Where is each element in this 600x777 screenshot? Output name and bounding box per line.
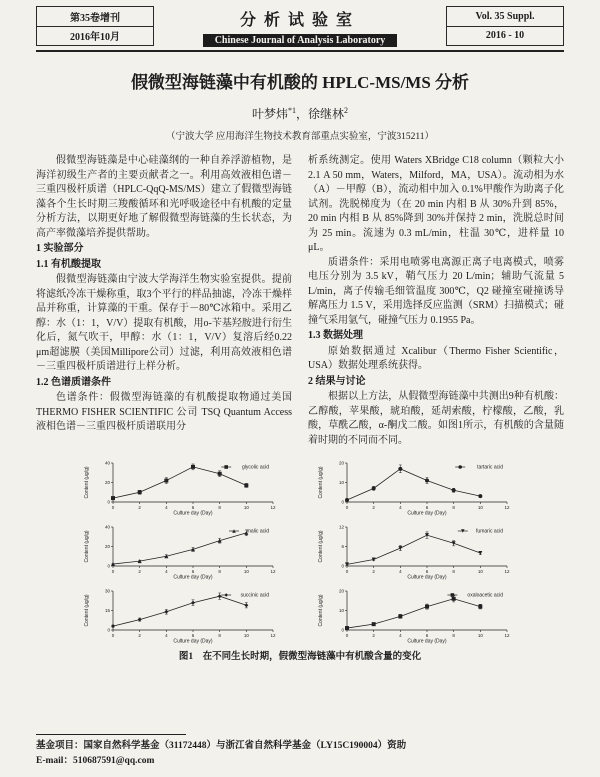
svg-text:4: 4 bbox=[399, 633, 402, 638]
svg-text:8: 8 bbox=[452, 569, 455, 574]
svg-text:Culture day (Day): Culture day (Day) bbox=[173, 638, 213, 644]
svg-text:4: 4 bbox=[399, 505, 402, 510]
svg-text:0: 0 bbox=[111, 633, 115, 638]
svg-text:20: 20 bbox=[104, 544, 110, 550]
svg-text:0: 0 bbox=[345, 633, 349, 638]
chart-panel-fumaric bbox=[317, 518, 517, 580]
journal-title-block bbox=[154, 6, 446, 46]
svg-text:2: 2 bbox=[138, 633, 141, 638]
email-label: E-mail： bbox=[36, 755, 73, 766]
svg-text:malic acid: malic acid bbox=[246, 528, 269, 535]
svg-text:Culture day (Day): Culture day (Day) bbox=[173, 574, 213, 580]
svg-text:10: 10 bbox=[338, 480, 344, 486]
svg-text:8: 8 bbox=[452, 505, 455, 510]
paragraph-results: 根据以上方法，从假微型海链藻中共测出9种有机酸：乙醇酸，苹果酸，琥珀酸，延胡索酸，柠檬酸，乙酸，乳酸，草酰乙酸，α-酮戊二酸。如图1所示，有机酸的含量随着时期的不同而不同。 bbox=[308, 391, 564, 446]
svg-text:12: 12 bbox=[504, 633, 510, 638]
svg-text:tartaric acid: tartaric acid bbox=[477, 464, 503, 471]
svg-text:Content (μg/g): Content (μg/g) bbox=[84, 466, 90, 499]
svg-text:6: 6 bbox=[425, 633, 429, 638]
issue-volume: 第35卷增刊 bbox=[70, 12, 120, 24]
left-column bbox=[36, 154, 292, 448]
svg-text:20: 20 bbox=[338, 460, 344, 466]
svg-text:40: 40 bbox=[104, 524, 110, 530]
svg-text:0: 0 bbox=[341, 563, 344, 569]
svg-text:20: 20 bbox=[338, 588, 344, 594]
chart-panel-succinic bbox=[83, 582, 283, 644]
svg-text:0: 0 bbox=[107, 627, 110, 633]
svg-text:2: 2 bbox=[372, 505, 375, 510]
journal-title-en: Chinese Journal of Analysis Laboratory bbox=[203, 34, 398, 47]
svg-text:Content (μg/g): Content (μg/g) bbox=[318, 530, 324, 563]
svg-text:0: 0 bbox=[341, 627, 344, 633]
paragraph-chromatography: 色谱条件：假微型海链藻的有机酸提取物通过美国 THERMO FISHER SCIENTIFIC 公司 TSQ Quantum Access 液相色谱－三重四极杆质谱联用分 bbox=[36, 392, 292, 432]
svg-text:2: 2 bbox=[372, 633, 375, 638]
issue-date: 2016年10月 bbox=[37, 26, 153, 46]
svg-text:0: 0 bbox=[107, 563, 110, 569]
svg-text:12: 12 bbox=[270, 569, 276, 574]
chart-panel-malic bbox=[83, 518, 283, 580]
svg-text:10: 10 bbox=[243, 569, 249, 574]
svg-text:Content (μg/g): Content (μg/g) bbox=[318, 594, 324, 627]
svg-text:20: 20 bbox=[104, 480, 110, 486]
svg-text:0: 0 bbox=[107, 499, 110, 505]
figure-1 bbox=[36, 454, 564, 662]
svg-text:2: 2 bbox=[138, 505, 141, 510]
svg-text:8: 8 bbox=[218, 633, 221, 638]
figure-panels bbox=[36, 454, 564, 644]
svg-text:Content (μg/g): Content (μg/g) bbox=[84, 594, 90, 627]
svg-text:12: 12 bbox=[338, 524, 344, 530]
paragraph-ms-conditions: 质谱条件：采用电喷雾电离源正离子电离模式，喷雾电压分别为 3.5 kV，鞘气压力 20 L/min；辅助气流量 5 L/min，离子传输毛细管温度 300℃，Q2 碰撞室碰撞诱导解离压力 1.5 V，采用选择反应监测（SRM）扫描模式；碰撞气采用氩气，碰撞气压力 0.1955 Pa。 bbox=[308, 256, 564, 326]
issue-box bbox=[36, 6, 154, 46]
svg-text:6: 6 bbox=[425, 505, 429, 510]
volume-date: 2016 - 10 bbox=[447, 26, 563, 46]
svg-text:4: 4 bbox=[165, 569, 168, 574]
svg-text:10: 10 bbox=[338, 608, 344, 614]
svg-text:succinic acid: succinic acid bbox=[240, 592, 269, 599]
svg-text:10: 10 bbox=[243, 633, 249, 638]
svg-text:6: 6 bbox=[191, 569, 195, 574]
volume-line: Vol. 35 Suppl. bbox=[475, 10, 535, 22]
svg-text:6: 6 bbox=[425, 569, 429, 574]
right-column bbox=[308, 154, 564, 448]
header-divider bbox=[36, 50, 564, 52]
svg-text:fumaric acid: fumaric acid bbox=[476, 528, 503, 535]
svg-text:4: 4 bbox=[165, 505, 168, 510]
footnote-divider bbox=[36, 734, 186, 735]
paragraph-data-processing: 原始数据通过 Xcalibur（Thermo Fisher Scientific，USA）数据处理系统获得。 bbox=[308, 345, 564, 371]
footer bbox=[36, 739, 564, 769]
svg-text:Culture day (Day): Culture day (Day) bbox=[407, 510, 447, 516]
paragraph-continuation: 析系统测定。使用 Waters XBridge C18 column（颗粒大小 2.1 A 50 mm，Waters，Milford，MA，USA）。流动相为水（A）－甲醇（B），流动相中加入 0.1%甲酸作为助离子化试剂。洗脱梯度为（在 20 min 内相 B 从 30%升到 85%，20 min 内相 B 从 85%降到 30%并保持 2 min，洗脱总时间为 25 min。流速为 0.3 mL/min，柱温 30℃，进样量 10 μL。 bbox=[308, 155, 564, 253]
svg-text:30: 30 bbox=[104, 588, 110, 594]
svg-text:2: 2 bbox=[138, 569, 141, 574]
svg-text:oxaloacetic acid: oxaloacetic acid bbox=[467, 592, 503, 599]
email-line bbox=[36, 754, 564, 769]
funding-line bbox=[36, 739, 564, 754]
author-2: 徐继林$^2$ bbox=[308, 106, 349, 121]
paragraph-extraction: 假微型海链藻由宁波大学海洋生物实验室提供。提前将滤纸冷冻干燥称重，取3个平行的样品抽滤，冷冻干燥样品并称重，计算藻的干重。保存于－80℃冰箱中。采用乙醇：水（1：1，V/V）提取有机酸，用o-苄基羟胺进行衍生化后，氮气吹干，甲醇：水（1：1，V/V）复溶后经0.22 μm超滤膜（美国Millipore公司）过滤，利用高效液相色谱－三重四极杆质谱进行上样分析。 bbox=[36, 274, 292, 372]
svg-text:6: 6 bbox=[191, 633, 195, 638]
svg-text:8: 8 bbox=[452, 633, 455, 638]
section-heading-1-3: 1.3 数据处理 bbox=[308, 330, 363, 341]
section-heading-1: 1 实验部分 bbox=[36, 243, 84, 254]
svg-text:6: 6 bbox=[341, 544, 344, 550]
svg-text:0: 0 bbox=[341, 499, 344, 505]
journal-title-cn: 分析试验室 bbox=[239, 12, 360, 29]
funding-label: 基金项目： bbox=[36, 740, 84, 751]
svg-text:8: 8 bbox=[218, 569, 221, 574]
svg-text:12: 12 bbox=[504, 569, 510, 574]
figure-caption: 图1 在不同生长时期，假微型海链藻中有机酸含量的变化 bbox=[178, 652, 422, 662]
svg-text:12: 12 bbox=[504, 505, 510, 510]
chart-panel-glycolic bbox=[83, 454, 283, 516]
authors bbox=[36, 105, 564, 122]
body-columns bbox=[36, 154, 564, 448]
svg-text:0: 0 bbox=[111, 569, 115, 574]
svg-text:6: 6 bbox=[191, 505, 195, 510]
svg-text:0: 0 bbox=[345, 569, 349, 574]
author-separator: ， bbox=[295, 107, 308, 121]
page-title: 假微型海链藻中有机酸的 HPLC-MS/MS 分析 bbox=[130, 73, 470, 92]
svg-text:Content (μg/g): Content (μg/g) bbox=[318, 466, 324, 499]
section-heading-2: 2 结果与讨论 bbox=[308, 375, 366, 387]
svg-text:12: 12 bbox=[270, 633, 276, 638]
svg-text:Content (μg/g): Content (μg/g) bbox=[84, 530, 90, 563]
svg-text:8: 8 bbox=[218, 505, 221, 510]
svg-text:15: 15 bbox=[104, 608, 110, 614]
svg-text:10: 10 bbox=[477, 505, 483, 510]
svg-text:10: 10 bbox=[477, 633, 483, 638]
volume-box bbox=[446, 6, 564, 46]
svg-text:4: 4 bbox=[165, 633, 168, 638]
svg-text:12: 12 bbox=[270, 505, 276, 510]
svg-text:0: 0 bbox=[345, 505, 349, 510]
abstract-paragraph: 假微型海链藻是中心硅藻纲的一种自养浮游植物，是海洋初级生产者的主要贡献者之一。利用高效液相色谱－三重四极杆质谱（HPLC-QqQ-MS/MS）建立了假微型海链藻各个生长时期三羧酸循环和光呼吸途径中有机酸的定量分析方法，以期更好地了解假微型海链藻的生长状态，为高产率微藻培养提供帮助。 bbox=[36, 155, 292, 239]
svg-text:0: 0 bbox=[111, 505, 115, 510]
affiliation: （宁波大学 应用海洋生物技术教育部重点实验室，宁波315211） bbox=[165, 132, 435, 142]
svg-text:40: 40 bbox=[104, 460, 110, 466]
chart-panel-oxaloacetic bbox=[317, 582, 517, 644]
funding-text: 国家自然科学基金（31172448）与浙江省自然科学基金（LY15C190004）资助 bbox=[83, 740, 407, 751]
section-heading-1-2: 1.2 色谱质谱条件 bbox=[36, 376, 111, 388]
svg-text:glycolic acid: glycolic acid bbox=[242, 464, 269, 471]
svg-text:10: 10 bbox=[477, 569, 483, 574]
svg-text:4: 4 bbox=[399, 569, 402, 574]
svg-text:Culture day (Day): Culture day (Day) bbox=[407, 638, 447, 644]
svg-text:Culture day (Day): Culture day (Day) bbox=[173, 510, 213, 516]
email-value: 510687591@qq.com bbox=[72, 755, 155, 766]
svg-text:2: 2 bbox=[372, 569, 375, 574]
journal-header bbox=[36, 6, 564, 46]
author-1: 叶梦炜$^{*1}$ bbox=[251, 106, 296, 121]
svg-text:Culture day (Day): Culture day (Day) bbox=[407, 574, 447, 580]
chart-panel-tartaric bbox=[317, 454, 517, 516]
svg-text:10: 10 bbox=[243, 505, 249, 510]
section-heading-1-1: 1.1 有机酸提取 bbox=[36, 258, 101, 270]
